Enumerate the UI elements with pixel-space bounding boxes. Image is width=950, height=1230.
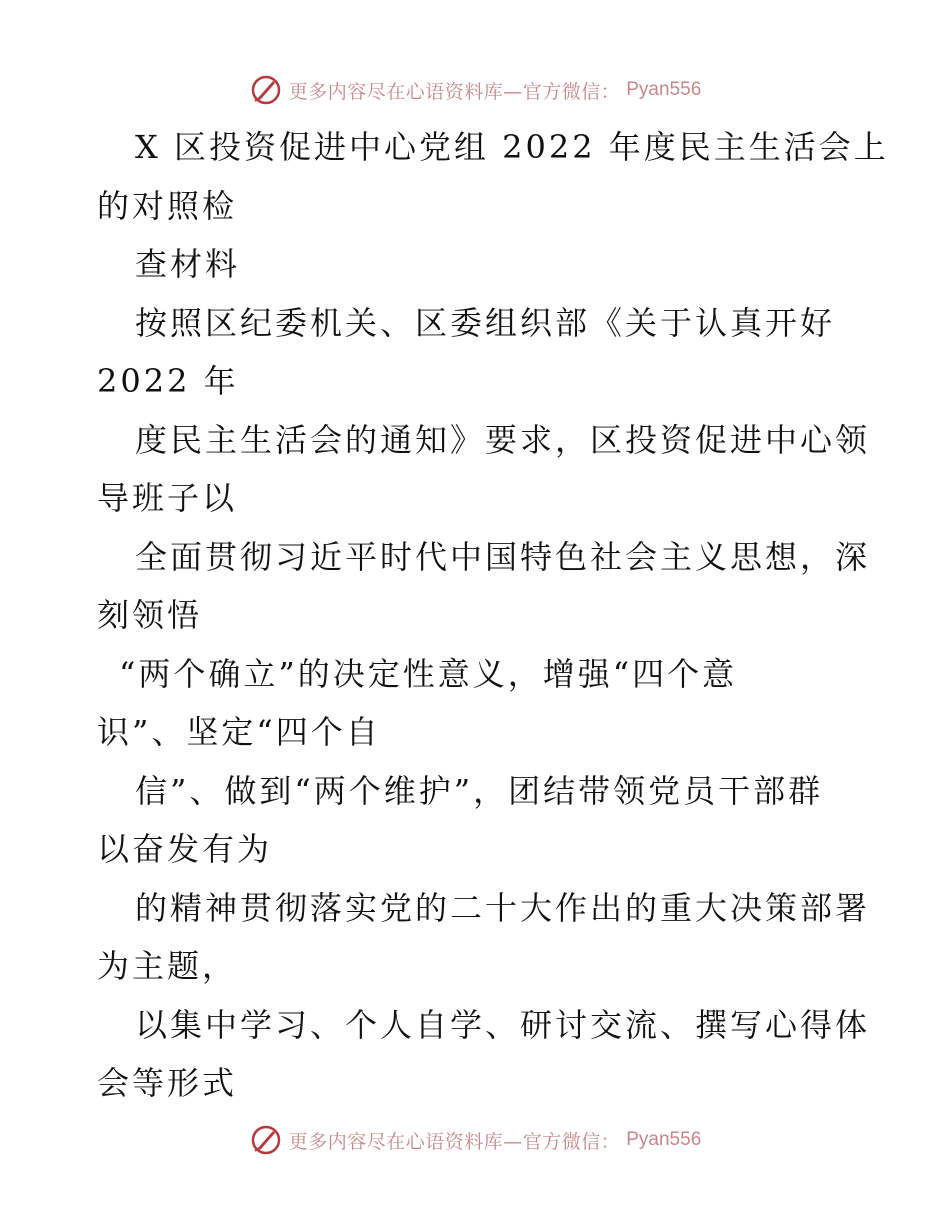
paragraph-line: 按照区纪委机关、区委组织部《关于认真开好 — [135, 303, 836, 342]
watermark-text: 更多内容尽在心语资料库—官方微信： — [288, 80, 621, 103]
document-body — [97, 118, 889, 1113]
title-line-1: X 区投资促进中心党组 2022 年度民主生活会上 — [135, 128, 889, 166]
watermark-account: Pyan556 — [626, 79, 702, 100]
footer-watermark — [0, 1122, 950, 1158]
paragraph-line: 为主题， — [97, 947, 238, 985]
paragraph-line: 的精神贯彻落实党的二十大作出的重大决策部署 — [135, 888, 871, 927]
paragraph-line: 以奋发有为 — [97, 830, 273, 868]
paragraph-line: 度民主生活会的通知》要求，区投资促进中心领 — [135, 420, 871, 459]
paragraph-line: 识”、坚定“四个自 — [97, 713, 381, 751]
paragraph-line: 导班子以 — [97, 479, 238, 517]
title-line-2: 的对照检 — [97, 186, 238, 225]
watermark-account: Pyan556 — [626, 1129, 702, 1150]
paragraph-line: 2022 年 — [97, 362, 239, 400]
watermark-text: 更多内容尽在心语资料库—官方微信： — [288, 1130, 621, 1153]
paragraph-line: 全面贯彻习近平时代中国特色社会主义思想，深 — [135, 537, 871, 576]
paragraph-line: 以集中学习、个人自学、研讨交流、撰写心得体 — [135, 1005, 871, 1044]
paragraph-line: 会等形式 — [97, 1064, 238, 1102]
paragraph-line: 信”、做到“两个维护”，团结带领党员干部群 — [135, 771, 824, 810]
paragraph-line: 刻领悟 — [97, 596, 203, 634]
header-watermark — [0, 72, 950, 108]
paragraph-line: “两个确立”的决定性意义，增强“四个意 — [119, 654, 738, 693]
title-line-3: 查材料 — [135, 245, 241, 283]
quill-logo-icon — [249, 1123, 283, 1157]
quill-logo-icon — [249, 73, 283, 107]
